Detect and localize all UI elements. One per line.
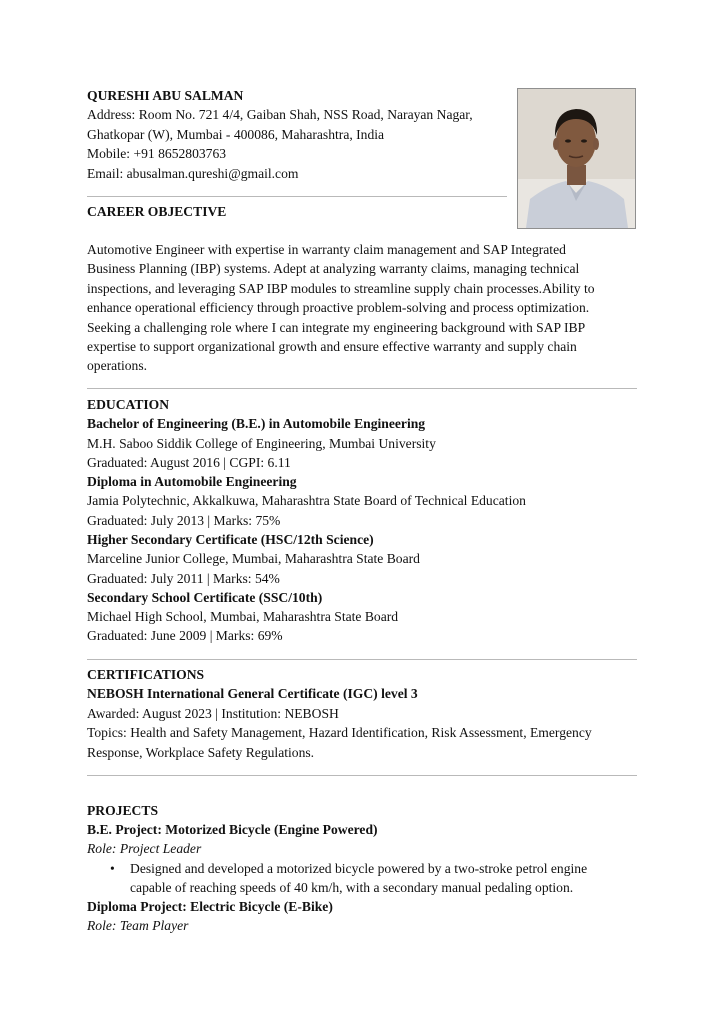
objective-line: Seeking a challenging role where I can integrate my engineering background with SAP IBP	[87, 320, 586, 335]
objective-line: operations.	[87, 358, 148, 373]
bullet-icon: •	[110, 861, 115, 876]
career-objective-heading: CAREER OBJECTIVE	[87, 204, 227, 219]
education-details: Graduated: July 2011 | Marks: 54%	[87, 571, 280, 586]
education-degree: Bachelor of Engineering (B.E.) in Automobile Engineering	[87, 416, 426, 431]
email: Email: abusalman.qureshi@gmail.com	[87, 166, 299, 181]
project-bullet-text: Designed and developed a motorized bicycle powered by a two-stroke petrol engine	[130, 861, 588, 876]
education-degree: Diploma in Automobile Engineering	[87, 474, 297, 489]
education-institution: Jamia Polytechnic, Akkalkuwa, Maharashtra State Board of Technical Education	[87, 493, 526, 508]
projects-heading: PROJECTS	[87, 803, 159, 818]
project-role: Role: Team Player	[87, 918, 189, 933]
education-institution: Michael High School, Mumbai, Maharashtra State Board	[87, 609, 399, 624]
objective-line: enhance operational efficiency through proactive problem-solving and process optimization.	[87, 300, 590, 315]
divider-header	[87, 196, 507, 197]
education-institution: Marceline Junior College, Mumbai, Maharashtra State Board	[87, 551, 420, 566]
project-bullet-text: capable of reaching speeds of 40 km/h, with a secondary manual pedaling option.	[130, 880, 574, 895]
education-heading: EDUCATION	[87, 397, 170, 412]
objective-line: expertise to support organizational growth and ensure effective warranty and supply chain	[87, 339, 577, 354]
certification-title: NEBOSH International General Certificate (IGC) level 3	[87, 686, 418, 701]
project-role: Role: Project Leader	[87, 841, 202, 856]
profile-photo	[517, 88, 636, 229]
objective-line: Business Planning (IBP) systems. Adept at analyzing warranty claims, managing technical	[87, 261, 580, 276]
project-title: Diploma Project: Electric Bicycle (E-Bike)	[87, 899, 333, 914]
divider-education	[87, 659, 637, 660]
certification-topics: Response, Workplace Safety Regulations.	[87, 745, 315, 760]
divider-certifications	[87, 775, 637, 776]
candidate-name: QURESHI ABU SALMAN	[87, 88, 244, 103]
education-degree: Secondary School Certificate (SSC/10th)	[87, 590, 323, 605]
objective-line: Automotive Engineer with expertise in warranty claim management and SAP Integrated	[87, 242, 566, 257]
education-institution: M.H. Saboo Siddik College of Engineering, Mumbai University	[87, 436, 436, 451]
mobile: Mobile: +91 8652803763	[87, 146, 227, 161]
education-degree: Higher Secondary Certificate (HSC/12th Science)	[87, 532, 374, 547]
person-photo-icon	[518, 89, 635, 228]
education-details: Graduated: July 2013 | Marks: 75%	[87, 513, 281, 528]
certification-awarded: Awarded: August 2023 | Institution: NEBOSH	[87, 706, 339, 721]
address-line-1: Address: Room No. 721 4/4, Gaiban Shah, NSS Road, Narayan Nagar,	[87, 107, 473, 122]
project-title: B.E. Project: Motorized Bicycle (Engine Powered)	[87, 822, 378, 837]
education-details: Graduated: August 2016 | CGPI: 6.11	[87, 455, 291, 470]
objective-line: inspections, and leveraging SAP IBP modules to streamline supply chain processes.Ability to	[87, 281, 595, 296]
divider-objective	[87, 388, 637, 389]
education-details: Graduated: June 2009 | Marks: 69%	[87, 628, 283, 643]
address-line-2: Ghatkopar (W), Mumbai - 400086, Maharashtra, India	[87, 127, 385, 142]
certifications-heading: CERTIFICATIONS	[87, 667, 205, 682]
certification-topics: Topics: Health and Safety Management, Hazard Identification, Risk Assessment, Emergency	[87, 725, 592, 740]
